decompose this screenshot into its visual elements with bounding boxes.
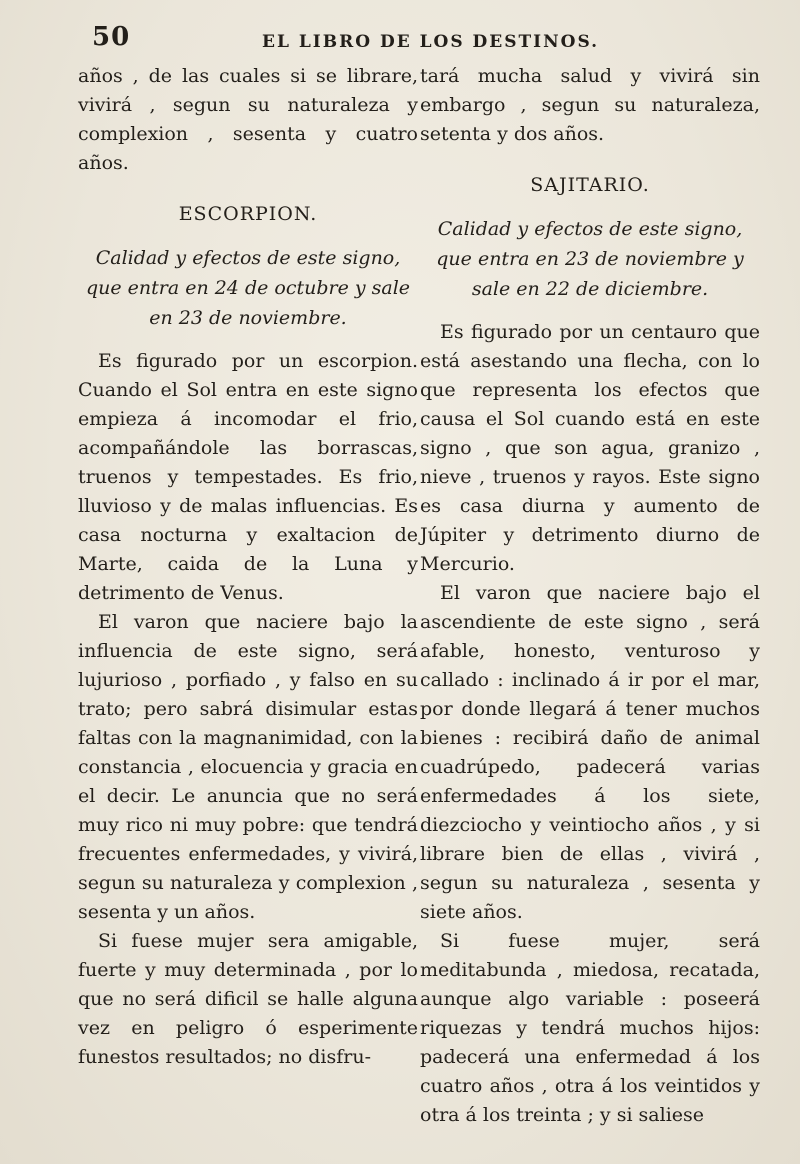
page-number: 50 bbox=[92, 22, 131, 52]
running-title: EL LIBRO DE LOS DESTINOS. bbox=[262, 32, 600, 52]
section-heading-sajitario: SAJITARIO. bbox=[530, 174, 650, 196]
paragraph-sajitario-1: Es figurado por un centauro que está asestando una flecha, con lo que representa los efectos que causa el Sol cuando está en este signo , que son agua, granizo , nieve , truenos y rayos. Este signo es casa diurna y aumento de Júpiter y detrimento diurno de Mercurio. bbox=[420, 321, 760, 575]
section-subtitle-sajitario: Calidad y efectos de este signo, que entra en 23 de noviembre y sale en 22 de diciembre. bbox=[436, 218, 744, 300]
left-column bbox=[78, 62, 418, 1072]
paragraph-escorpion-3: Si fuese mujer sera amigable, fuerte y muy determinada , por lo que no será dificil se halle alguna vez en peligro ó esperimente funestos resultados; no disfru- bbox=[78, 930, 418, 1068]
section-heading-escorpion: ESCORPION. bbox=[178, 203, 318, 225]
paragraph-escorpion-2: El varon que naciere bajo la influencia de este signo, será lujurioso , porfiado , y falso en su trato; pero sabrá disimular estas faltas con la magnanimidad, con la constancia , elocuencia y gracia en el decir. Le anuncia que no será muy rico ni muy pobre: que tendrá frecuentes enfermedades, y vivirá, segun su naturaleza y complexion , sesenta y un años. bbox=[78, 611, 418, 923]
paragraph-sajitario-3: Si fuese mujer, será meditabunda , miedosa, recatada, aunque algo variable : poseerá riquezas y tendrá muchos hijos: padecerá una enfermedad á los cuatro años , otra á los veintidos y otra á los treinta ; y si saliese bbox=[420, 930, 760, 1126]
paragraph-escorpion-1: Es figurado por un escorpion. Cuando el Sol entra en este signo empieza á incomodar el frio, acompañándole las borrascas, truenos y tempestades. Es frio, lluvioso y de malas influencias. Es casa nocturna y exaltacion de Marte, caida de la Luna y detrimento de Venus. bbox=[78, 350, 418, 604]
section-subtitle-escorpion: Calidad y efectos de este signo, que entra en 24 de octubre y sale en 23 de noviembre. bbox=[85, 247, 411, 329]
right-column bbox=[420, 62, 760, 1130]
page-header bbox=[92, 22, 692, 62]
paragraph-sajitario-2: El varon que naciere bajo el ascendiente de este signo , será afable, honesto, venturoso y callado : inclinado á ir por el mar, por donde llegará á tener muchos bienes : recibirá daño de animal cuadrúpedo, padecerá varias enfermedades á los siete, diezciocho y veintiocho años , y si librare bien de ellas , vivirá , segun su naturaleza , sesenta y siete años. bbox=[420, 582, 760, 923]
continued-paragraph: años , de las cuales si se librare, vivirá , segun su naturaleza y complexion , sesenta y cuatro años. bbox=[78, 65, 418, 174]
continued-paragraph: tará mucha salud y vivirá sin embargo , segun su naturaleza, setenta y dos años. bbox=[420, 65, 760, 145]
